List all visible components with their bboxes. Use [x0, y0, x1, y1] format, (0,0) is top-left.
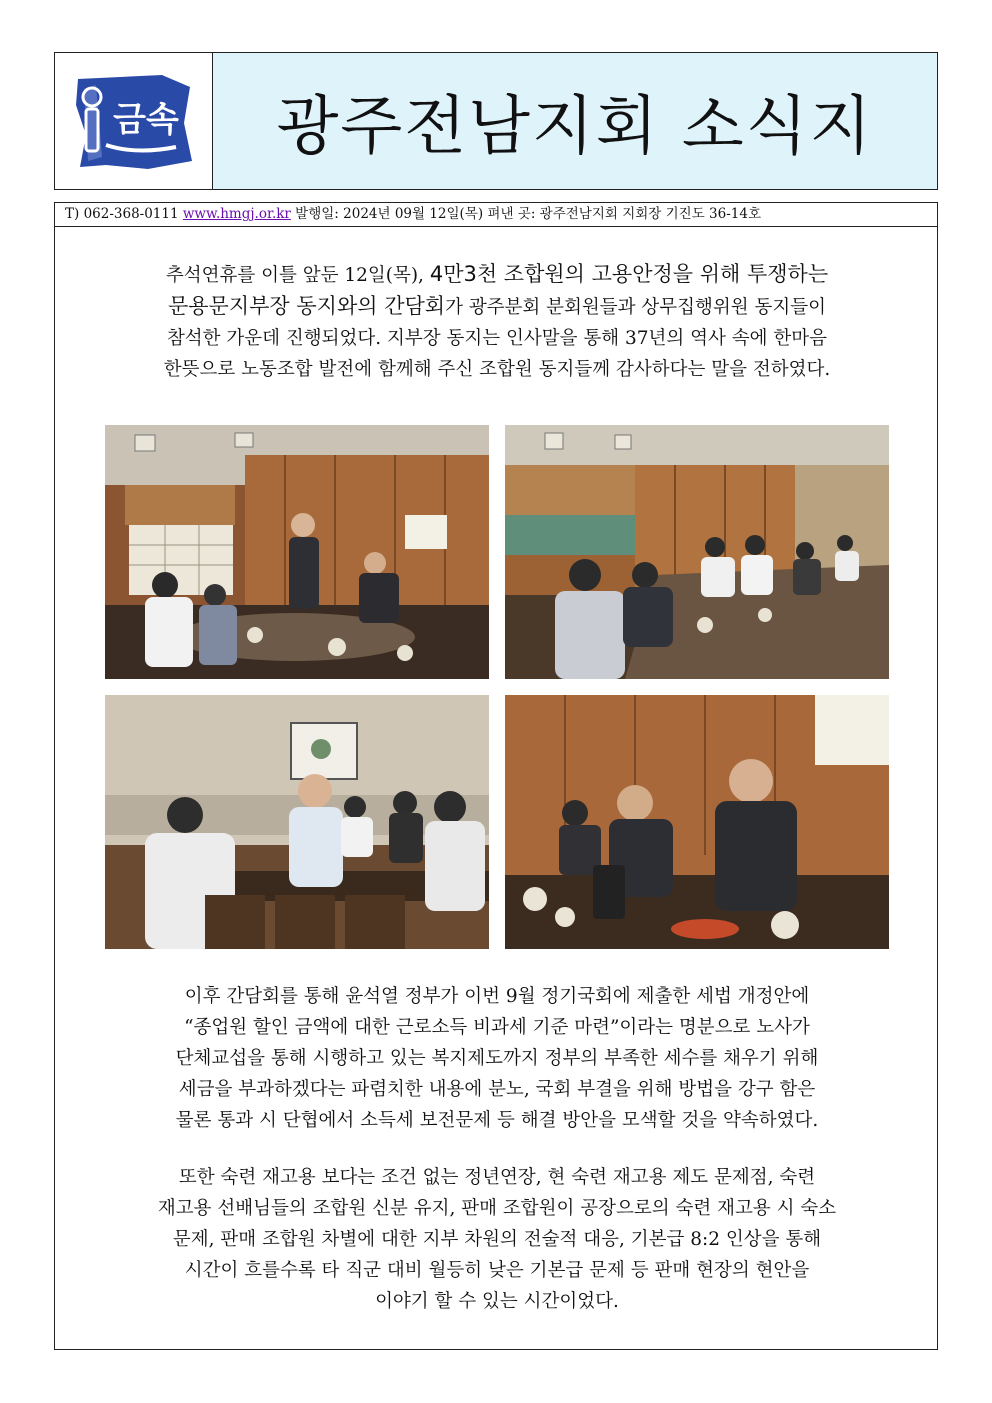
p3-line1: 또한 숙련 재고용 보다는 조건 없는 정년연장, 현 숙련 재고용 제도 문제점, 숙련: [178, 1167, 816, 1188]
union-logo-icon: [66, 65, 202, 177]
union-logo: [55, 53, 213, 189]
meeting-photo-speech: [105, 425, 489, 679]
publication-info: [54, 202, 938, 226]
p3-line5: 이야기 할 수 있는 시간이었다.: [375, 1291, 619, 1312]
logo-text: 금속: [112, 100, 179, 140]
p2-line5: 물론 통과 시 단협에서 소득세 보전문제 등 해결 방안을 모색할 것을 약속하였다.: [175, 1110, 819, 1131]
website-link[interactable]: www.hmgj.or.kr: [182, 206, 291, 222]
p2-line1: 이후 간담회를 통해 윤석열 정부가 이번 9월 정기국회에 제출한 세법 개정안에: [184, 986, 810, 1007]
publication-details: 발행일: 2024년 09월 12일(목) 펴낸 곳: 광주전남지회 지회장 기진도 36-14호: [295, 206, 761, 222]
article-paragraph-3: [75, 1162, 919, 1317]
meeting-photo-discussion: [105, 695, 489, 949]
p3-line3: 문제, 판매 조합원 차별에 대한 지부 차원의 전술적 대응, 기본급 8:2 인상을 통해: [172, 1229, 822, 1250]
p3-line2: 재고용 선배님들의 조합원 신분 유지, 판매 조합원이 공장으로의 숙련 재고용 시 숙소: [157, 1198, 837, 1219]
p1-line4: 한뜻으로 노동조합 발전에 함께해 주신 조합원 동지들께 감사하다는 말을 전하였다.: [163, 359, 831, 380]
p1-line3: 참석한 가운데 진행되었다. 지부장 동지는 인사말을 통해 37년의 역사 속에 한마음: [166, 328, 828, 349]
p2-line4: 세금을 부과하겠다는 파렴치한 내용에 분노, 국회 부결을 위해 방법을 강구 함은: [178, 1079, 816, 1100]
p1-line2-b: 가 광주분회 분회원들과 상무집행위원 동지들이: [445, 297, 827, 318]
newsletter-title: 광주전남지회 소식지: [276, 90, 874, 164]
meeting-photo-closeup: [505, 695, 889, 949]
phone-number: T) 062-368-0111: [65, 206, 179, 222]
meeting-photo-table: [505, 425, 889, 679]
article-paragraph-2: [75, 981, 919, 1136]
article-paragraph-1: [75, 259, 919, 385]
p1-line1-a: 추석연휴를 이틀 앞둔 12일(목),: [165, 265, 430, 286]
article-body: [54, 226, 938, 1350]
title-cell: [213, 53, 937, 189]
p3-line4: 시간이 흐를수록 타 직군 대비 월등히 낮은 기본급 문제 등 판매 현장의 현안을: [184, 1260, 810, 1281]
p2-line2: “종업원 할인 금액에 대한 근로소득 비과세 기준 마련”이라는 명분으로 노사가: [184, 1017, 810, 1038]
p1-line2-a: 문용문지부장 동지와의 간담회: [167, 294, 446, 318]
p1-line1-b: 4만3천 조합원의 고용안정을 위해 투쟁하는: [429, 262, 829, 286]
p2-line3: 단체교섭을 통해 시행하고 있는 복지제도까지 정부의 부족한 세수를 채우기 위해: [175, 1048, 819, 1069]
newsletter-header: [54, 52, 938, 190]
